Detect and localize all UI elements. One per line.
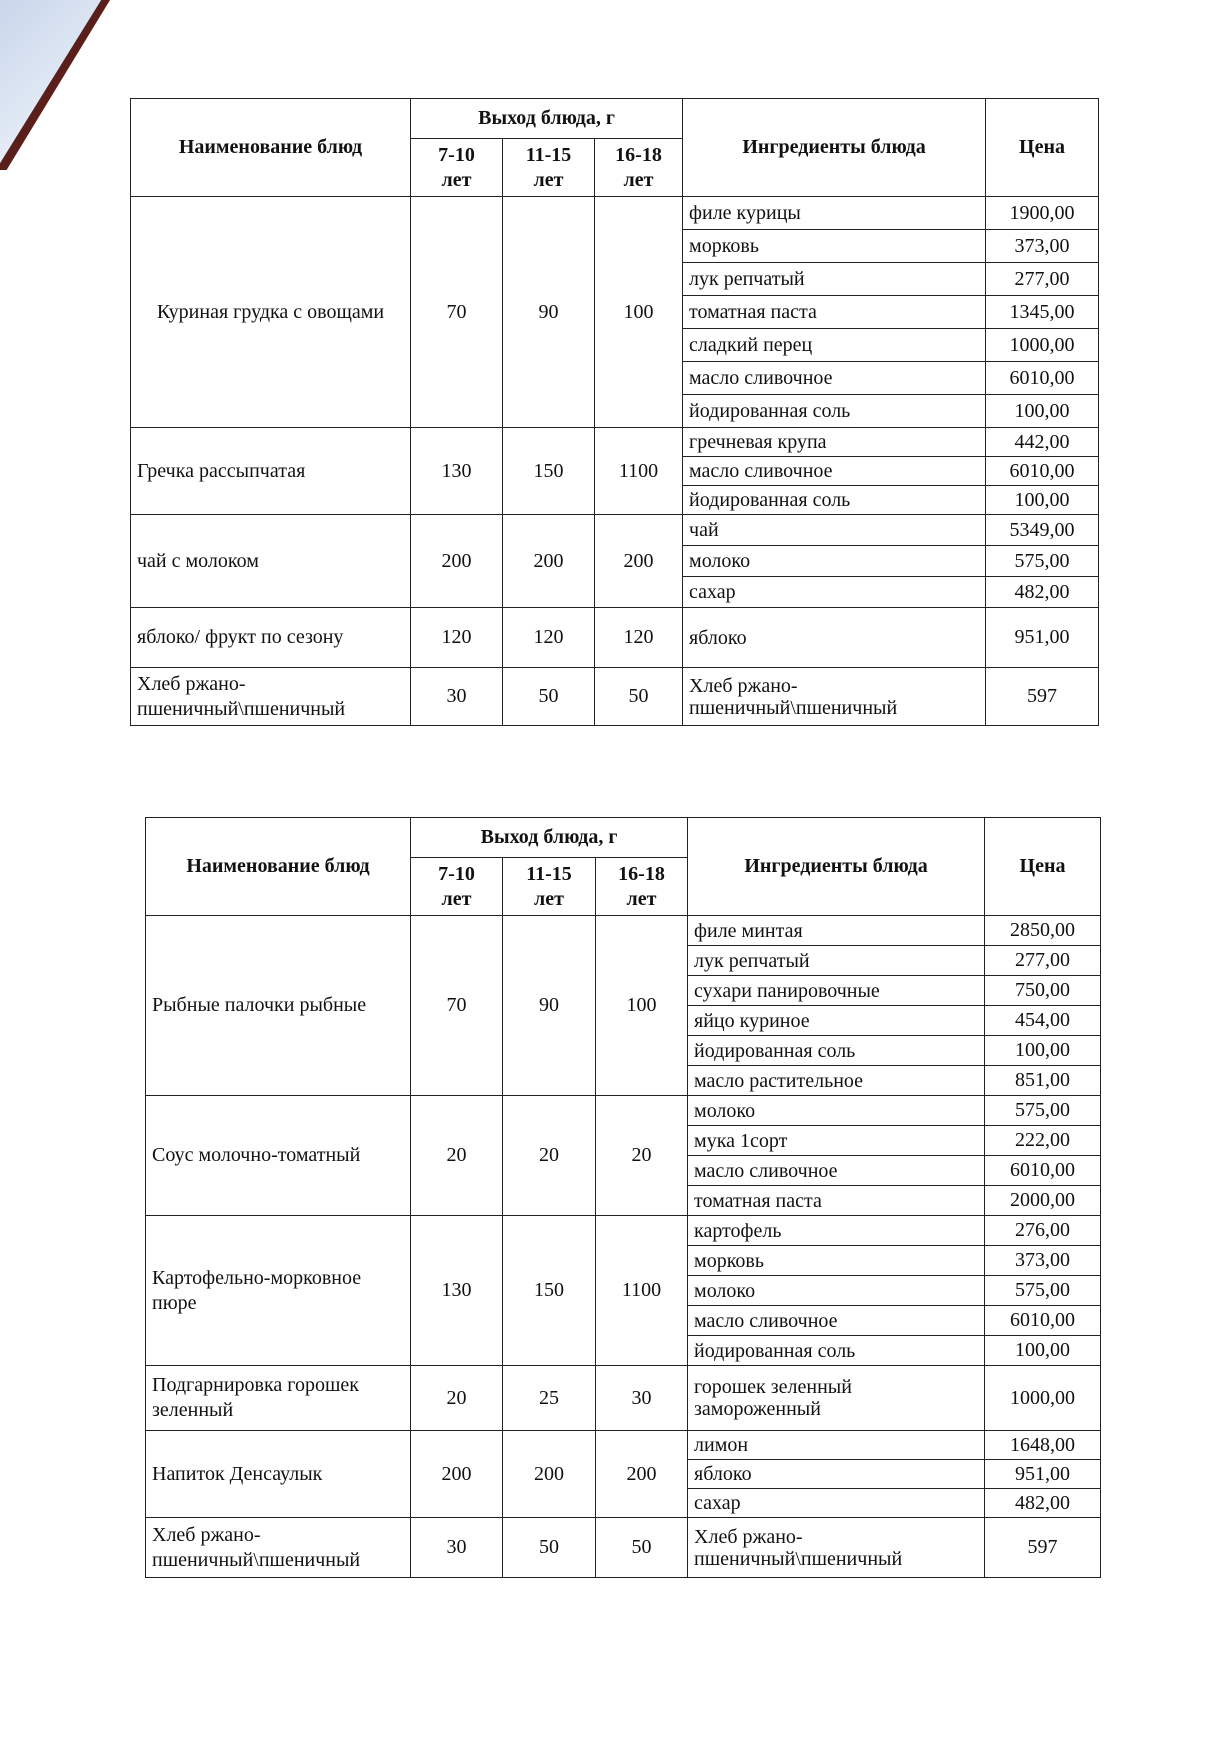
ingredient-name: масло сливочное <box>688 1156 985 1186</box>
ingredient-name: мука 1сорт <box>688 1126 985 1156</box>
ingredient-name: сухари панировочные <box>688 976 985 1006</box>
header-age-7-10 <box>411 858 503 916</box>
yield-value: 100 <box>595 197 683 428</box>
ingredient-name: яблоко <box>688 1460 985 1489</box>
ingredient-price: 277,00 <box>985 946 1101 976</box>
ingredient-price: 454,00 <box>985 1006 1101 1036</box>
yield-value: 20 <box>411 1366 503 1431</box>
ingredient-price: 1000,00 <box>986 329 1099 362</box>
ingredient-name: масло растительное <box>688 1066 985 1096</box>
ingredient-name: сахар <box>683 577 986 608</box>
dish-name: Напиток Денсаулык <box>146 1431 411 1518</box>
ingredient-name: филе минтая <box>688 916 985 946</box>
yield-value: 70 <box>411 916 503 1096</box>
yield-value: 20 <box>411 1096 503 1216</box>
ingredient-price: 373,00 <box>985 1246 1101 1276</box>
ingredient-price: 222,00 <box>985 1126 1101 1156</box>
yield-value: 30 <box>411 1518 503 1578</box>
dish-name: Соус молочно-томатный <box>146 1096 411 1216</box>
ingredient-row <box>131 608 1099 668</box>
yield-value: 25 <box>503 1366 596 1431</box>
age-unit: лет <box>626 887 657 910</box>
age-range: 11-15 <box>526 862 572 885</box>
ingredient-price: 575,00 <box>986 546 1099 577</box>
ingredient-name: сладкий перец <box>683 329 986 362</box>
dish-name: Подгарнировка горошек зеленный <box>146 1366 411 1431</box>
yield-value: 50 <box>595 668 683 726</box>
ingredient-price: 277,00 <box>986 263 1099 296</box>
yield-value: 200 <box>411 1431 503 1518</box>
yield-value: 200 <box>503 515 595 608</box>
ingredient-price: 2000,00 <box>985 1186 1101 1216</box>
header-ingredients: Ингредиенты блюда <box>683 99 986 197</box>
yield-value: 120 <box>411 608 503 668</box>
ingredient-name: яйцо куриное <box>688 1006 985 1036</box>
dish-name: Куриная грудка с овощами <box>131 197 411 428</box>
age-unit: лет <box>441 887 472 910</box>
ingredient-name: йодированная соль <box>683 395 986 428</box>
ingredient-row <box>146 916 1101 946</box>
yield-value: 1100 <box>595 428 683 515</box>
age-range: 7-10 <box>438 862 475 885</box>
header-price: Цена <box>985 818 1101 916</box>
ingredient-row <box>131 668 1099 726</box>
ingredient-price: 100,00 <box>986 395 1099 428</box>
ingredient-name: лук репчатый <box>683 263 986 296</box>
ingredient-price: 373,00 <box>986 230 1099 263</box>
ingredient-price: 597 <box>986 668 1099 726</box>
ingredient-name: томатная паста <box>683 296 986 329</box>
yield-value: 90 <box>503 916 596 1096</box>
yield-value: 1100 <box>596 1216 688 1366</box>
ingredient-name: чай <box>683 515 986 546</box>
ingredient-price: 482,00 <box>985 1489 1101 1518</box>
ingredient-name: филе курицы <box>683 197 986 230</box>
header-age-16-18 <box>596 858 688 916</box>
ingredient-name: йодированная соль <box>688 1336 985 1366</box>
header-age-7-10 <box>411 139 503 197</box>
dish-name: чай с молоком <box>131 515 411 608</box>
ingredient-price: 575,00 <box>985 1276 1101 1306</box>
ingredient-price: 1345,00 <box>986 296 1099 329</box>
ingredient-name: масло сливочное <box>683 457 986 486</box>
ingredient-name: Хлеб ржано-пшеничный\пшеничный <box>683 668 986 726</box>
ingredient-row <box>131 197 1099 230</box>
age-unit: лет <box>441 168 472 191</box>
ingredient-name: молоко <box>688 1096 985 1126</box>
ingredient-name: морковь <box>683 230 986 263</box>
ingredient-name: морковь <box>688 1246 985 1276</box>
yield-value: 200 <box>503 1431 596 1518</box>
dish-name: Хлеб ржано-пшеничный\пшеничный <box>146 1518 411 1578</box>
header-dish-name: Наименование блюд <box>131 99 411 197</box>
yield-value: 120 <box>503 608 595 668</box>
header-yield: Выход блюда, г <box>411 818 688 858</box>
ingredient-name: молоко <box>688 1276 985 1306</box>
header-age-11-15 <box>503 139 595 197</box>
ingredient-price: 1000,00 <box>985 1366 1101 1431</box>
ingredient-price: 6010,00 <box>986 457 1099 486</box>
ingredient-name: йодированная соль <box>683 486 986 515</box>
ingredient-price: 1900,00 <box>986 197 1099 230</box>
ingredient-name: гречневая крупа <box>683 428 986 457</box>
ingredient-row <box>131 428 1099 457</box>
ingredient-price: 750,00 <box>985 976 1101 1006</box>
ingredient-price: 100,00 <box>986 486 1099 515</box>
dish-name: Хлеб ржано-пшеничный\пшеничный <box>131 668 411 726</box>
header-dish-name: Наименование блюд <box>146 818 411 916</box>
ingredient-name: томатная паста <box>688 1186 985 1216</box>
header-age-16-18 <box>595 139 683 197</box>
ingredient-price: 851,00 <box>985 1066 1101 1096</box>
yield-value: 30 <box>411 668 503 726</box>
header-price: Цена <box>986 99 1099 197</box>
age-range: 16-18 <box>618 862 665 885</box>
ingredient-name: масло сливочное <box>683 362 986 395</box>
ingredient-price: 100,00 <box>985 1336 1101 1366</box>
yield-value: 150 <box>503 428 595 515</box>
ingredient-name: горошек зеленный замороженный <box>688 1366 985 1431</box>
menu-table-1-body <box>131 197 1099 726</box>
yield-value: 100 <box>596 916 688 1096</box>
header-yield: Выход блюда, г <box>411 99 683 139</box>
ingredient-name: масло сливочное <box>688 1306 985 1336</box>
ingredient-price: 5349,00 <box>986 515 1099 546</box>
yield-value: 120 <box>595 608 683 668</box>
ingredient-price: 575,00 <box>985 1096 1101 1126</box>
ingredient-price: 951,00 <box>986 608 1099 668</box>
ingredient-name: Хлеб ржано-пшеничный\пшеничный <box>688 1518 985 1578</box>
age-unit: лет <box>623 168 654 191</box>
ingredient-price: 6010,00 <box>985 1156 1101 1186</box>
ingredient-row <box>146 1431 1101 1460</box>
yield-value: 50 <box>503 668 595 726</box>
ingredient-price: 100,00 <box>985 1036 1101 1066</box>
ingredient-name: молоко <box>683 546 986 577</box>
ingredient-price: 6010,00 <box>985 1306 1101 1336</box>
ingredient-name: йодированная соль <box>688 1036 985 1066</box>
menu-table-2 <box>145 817 1101 1578</box>
ingredient-price: 2850,00 <box>985 916 1101 946</box>
ingredient-row <box>131 515 1099 546</box>
age-range: 16-18 <box>615 143 662 166</box>
header-ingredients: Ингредиенты блюда <box>688 818 985 916</box>
ingredient-price: 482,00 <box>986 577 1099 608</box>
yield-value: 70 <box>411 197 503 428</box>
age-range: 7-10 <box>438 143 475 166</box>
yield-value: 200 <box>596 1431 688 1518</box>
ingredient-row <box>146 1518 1101 1578</box>
dish-name: Гречка рассыпчатая <box>131 428 411 515</box>
age-unit: лет <box>534 887 564 910</box>
yield-value: 150 <box>503 1216 596 1366</box>
ingredient-price: 276,00 <box>985 1216 1101 1246</box>
yield-value: 50 <box>596 1518 688 1578</box>
yield-value: 50 <box>503 1518 596 1578</box>
ingredient-price: 1648,00 <box>985 1431 1101 1460</box>
ingredient-row <box>146 1096 1101 1126</box>
yield-value: 20 <box>596 1096 688 1216</box>
ingredient-row <box>146 1216 1101 1246</box>
dish-name: Рыбные палочки рыбные <box>146 916 411 1096</box>
ingredient-price: 442,00 <box>986 428 1099 457</box>
age-unit: лет <box>533 168 564 191</box>
ingredient-row <box>146 1366 1101 1431</box>
age-range: 11-15 <box>525 143 572 166</box>
yield-value: 130 <box>411 1216 503 1366</box>
dish-name: яблоко/ фрукт по сезону <box>131 608 411 668</box>
ingredient-name: лимон <box>688 1431 985 1460</box>
ingredient-price: 6010,00 <box>986 362 1099 395</box>
ingredient-price: 951,00 <box>985 1460 1101 1489</box>
yield-value: 200 <box>595 515 683 608</box>
header-age-11-15 <box>503 858 596 916</box>
yield-value: 90 <box>503 197 595 428</box>
yield-value: 30 <box>596 1366 688 1431</box>
ingredient-name: картофель <box>688 1216 985 1246</box>
ingredient-price: 597 <box>985 1518 1101 1578</box>
yield-value: 20 <box>503 1096 596 1216</box>
menu-table-2-body <box>146 916 1101 1578</box>
yield-value: 130 <box>411 428 503 515</box>
menu-table-1 <box>130 98 1099 726</box>
dish-name: Картофельно-морковное пюре <box>146 1216 411 1366</box>
ingredient-name: лук репчатый <box>688 946 985 976</box>
ingredient-name: яблоко <box>683 608 986 668</box>
yield-value: 200 <box>411 515 503 608</box>
ingredient-name: сахар <box>688 1489 985 1518</box>
